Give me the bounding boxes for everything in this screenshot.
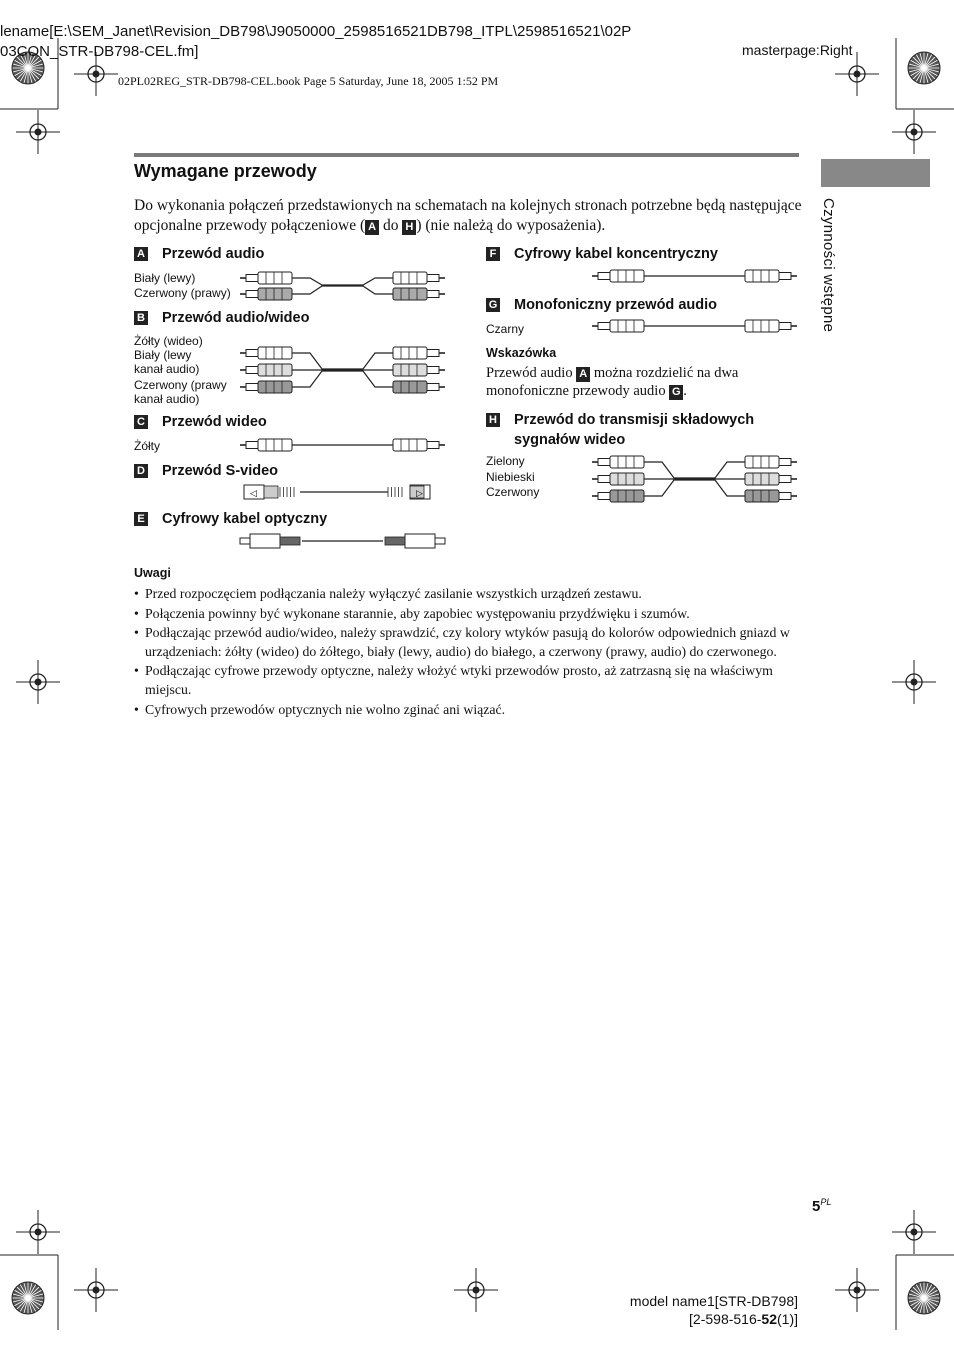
cable-b-label: Czerwony (prawy bbox=[134, 378, 227, 392]
svg-text:◁: ◁ bbox=[250, 488, 257, 498]
registration-cross-icon bbox=[16, 110, 60, 154]
cable-f-heading: F Cyfrowy kabel koncentryczny bbox=[486, 246, 718, 262]
cable-a-label: Czerwony (prawy) bbox=[134, 286, 231, 300]
letter-badge: A bbox=[576, 367, 590, 382]
letter-badge: D bbox=[134, 464, 148, 478]
registration-cross-icon bbox=[835, 1268, 879, 1312]
registration-cross-icon bbox=[74, 1268, 118, 1312]
registration-cross-icon bbox=[454, 1268, 498, 1312]
registration-cross-icon bbox=[892, 660, 936, 704]
cable-e-heading: E Cyfrowy kabel optyczny bbox=[134, 511, 327, 527]
cable-b-label: kanał audio) bbox=[134, 392, 200, 406]
tip-text: Przewód audio A można rozdzielić na dwa monofoniczne przewody audio G . bbox=[486, 365, 739, 399]
letter-badge: G bbox=[669, 385, 683, 400]
chapter-label: Czynności wstępne bbox=[820, 198, 837, 333]
cable-g-illustration bbox=[592, 318, 797, 334]
cable-h-label: Czerwony bbox=[486, 485, 540, 499]
cable-c-label: Żółty bbox=[134, 439, 161, 453]
tip-heading: Wskazówka bbox=[486, 346, 557, 360]
chapter-tab bbox=[821, 159, 930, 187]
cable-a-heading: A Przewód audio bbox=[134, 246, 264, 262]
section-title: Wymagane przewody bbox=[134, 161, 317, 181]
letter-badge: A bbox=[134, 247, 148, 261]
cable-c-heading: C Przewód wideo bbox=[134, 414, 267, 430]
sunburst-mark-icon bbox=[908, 1282, 940, 1314]
cable-f-illustration bbox=[592, 268, 797, 284]
header-book-info: 02PL02REG_STR-DB798-CEL.book Page 5 Saturday, June 18, 2005 1:52 PM bbox=[118, 74, 499, 88]
cable-d-heading: D Przewód S-video bbox=[134, 463, 278, 479]
registration-cross-icon bbox=[16, 1210, 60, 1254]
cable-g-label: Czarny bbox=[486, 322, 525, 336]
letter-badge: C bbox=[134, 415, 148, 429]
notes-heading: Uwagi bbox=[134, 566, 171, 580]
header-masterpage: masterpage:Right bbox=[742, 42, 853, 58]
note-item: • Przed rozpoczęciem podłączania należy wyłączyć zasilanie wszystkich urządzeń zestawu. bbox=[134, 585, 806, 604]
note-item: • Podłączając cyfrowe przewody optyczne, należy włożyć wtyki przewodów prosto, aż zatrzasną się na właściwym miejscu. bbox=[134, 662, 806, 699]
cable-b-heading: B Przewód audio/wideo bbox=[134, 310, 309, 326]
registration-cross-icon bbox=[892, 1210, 936, 1254]
letter-badge: A bbox=[365, 220, 379, 235]
registration-cross-icon bbox=[16, 660, 60, 704]
letter-badge: B bbox=[134, 311, 148, 325]
letter-badge: H bbox=[486, 413, 500, 427]
footer-model: model name1[STR-DB798] [2-598-516-52(1)] bbox=[629, 1293, 798, 1327]
registration-cross-icon bbox=[835, 52, 879, 96]
note-item: • Połączenia powinny być wykonane starannie, aby zapobiec występowaniu przydźwięku i szumów. bbox=[134, 605, 806, 624]
cable-d-illustration bbox=[244, 484, 444, 500]
letter-badge: H bbox=[402, 220, 416, 235]
letter-badge: F bbox=[486, 247, 500, 261]
cable-e-illustration bbox=[240, 533, 445, 549]
notes-list bbox=[134, 585, 806, 720]
note-item: • Podłączając przewód audio/wideo, należy sprawdzić, czy kolory wtyków pasują do kolorów odpowiednich gniazd w urządzeniach: żółty (wideo) do żółtego, biały (lewy, audio) do białego, a czerwony (prawy, audio) do czerwonego. bbox=[134, 624, 806, 661]
header-filename: lename[E:\SEM_Janet\Revision_DB798\J9050000_2598516521DB798_ITPL\2598516521\02P 03CON_STR-DB798-CEL.fm] bbox=[0, 23, 632, 60]
note-item: • Cyfrowych przewodów optycznych nie wolno zginać ani wiązać. bbox=[134, 701, 806, 720]
letter-badge: G bbox=[486, 298, 500, 312]
page-number: $5^{PL}$ bbox=[812, 1197, 832, 1215]
section-rule bbox=[134, 153, 799, 157]
cable-b-label: kanał audio) bbox=[134, 362, 200, 376]
cable-h-label: Zielony bbox=[486, 454, 525, 468]
cable-g-heading: G Monofoniczny przewód audio bbox=[486, 297, 717, 313]
sunburst-mark-icon bbox=[12, 1282, 44, 1314]
cable-c-illustration bbox=[240, 437, 445, 453]
letter-badge: E bbox=[134, 512, 148, 526]
cable-h-label: Niebieski bbox=[486, 470, 535, 484]
section-intro: Do wykonania połączeń przedstawionych na schematach na kolejnych stronach potrzebne będą następujące opcjonalne przewody połączeniowe ( A do H ) (nie należą do wyposażenia). bbox=[134, 197, 802, 234]
cable-b-label: Biały (lewy bbox=[134, 348, 192, 362]
cable-a-illustration bbox=[240, 270, 445, 302]
cable-a-label: Biały (lewy) bbox=[134, 271, 196, 285]
cable-b-label: Żółty (wideo) bbox=[134, 334, 203, 348]
sunburst-mark-icon bbox=[908, 52, 940, 84]
cable-h-illustration bbox=[592, 452, 797, 504]
registration-cross-icon bbox=[892, 110, 936, 154]
cable-b-illustration bbox=[240, 343, 445, 399]
cable-h-heading: H Przewód do transmisji składowych sygnałów wideo bbox=[486, 410, 754, 450]
svg-text:▷: ▷ bbox=[416, 488, 423, 498]
